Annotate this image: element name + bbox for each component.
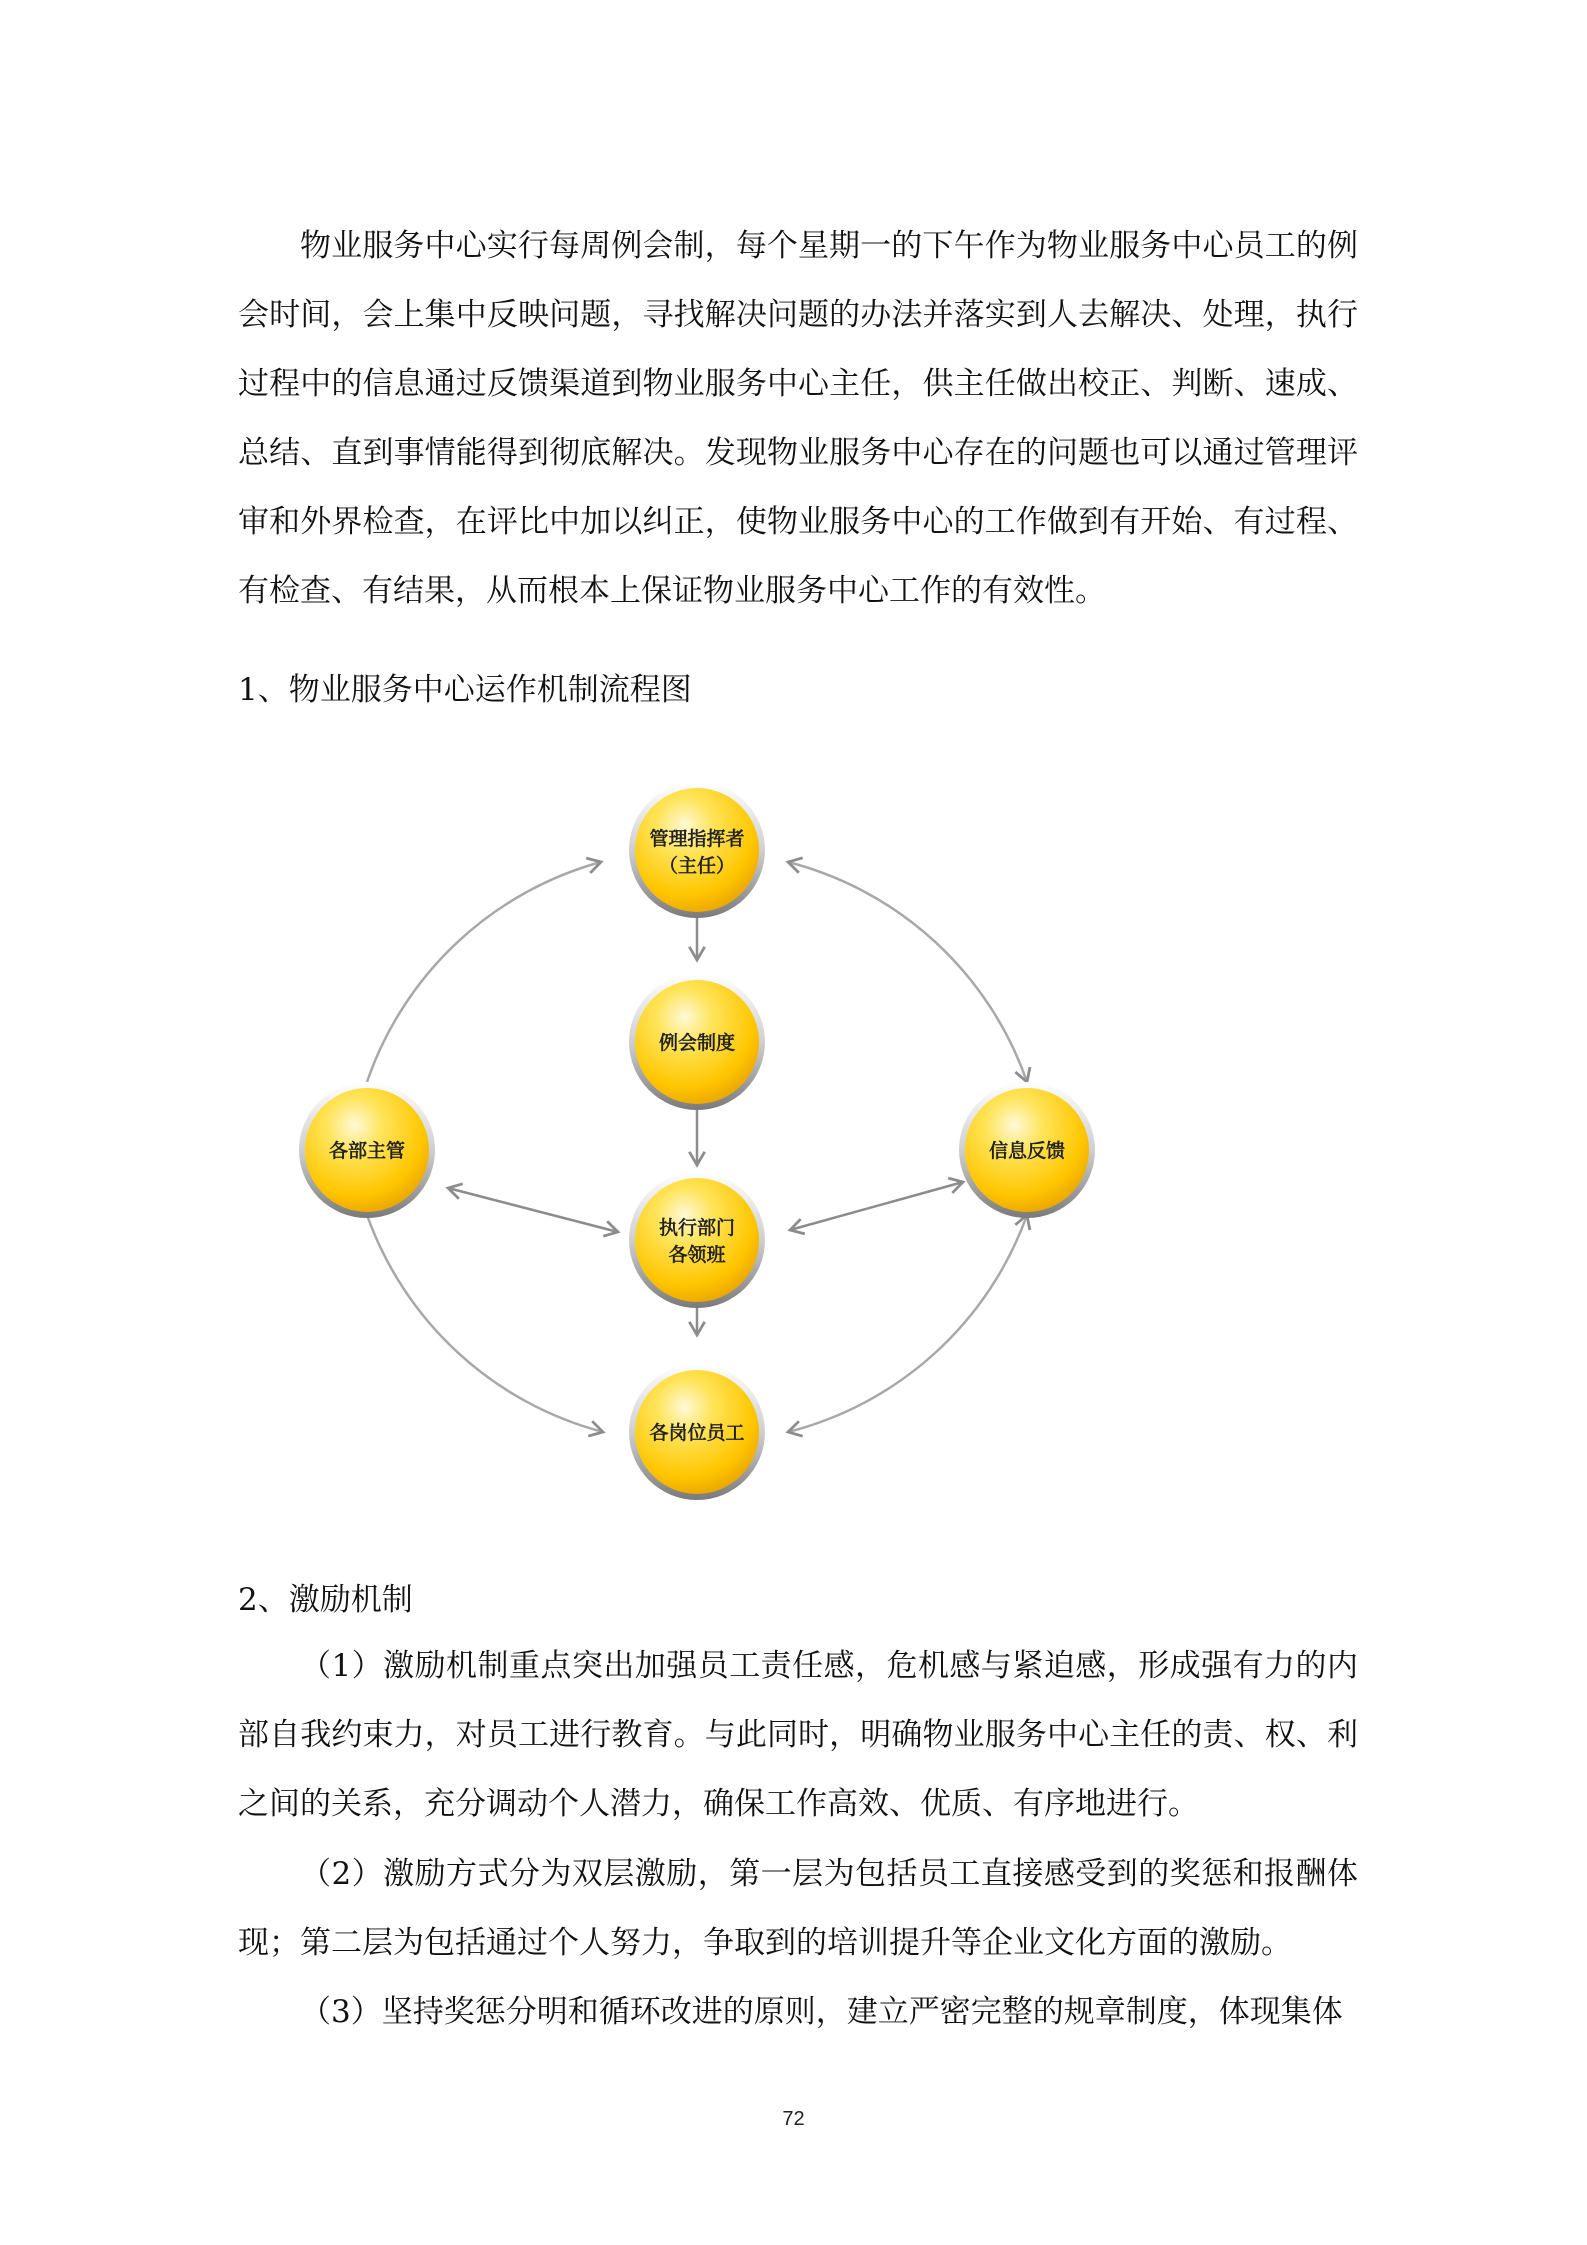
- node-exec-label-line2: 各领班: [668, 1244, 726, 1266]
- intro-paragraph: 物业服务中心实行每周例会制，每个星期一的下午作为物业服务中心员工的例会时间，会上集中反映问题，寻找解决问题的办法并落实到人去解决、处理，执行过程中的信息通过反馈渠道到物业服务中心主任，供主任做出校正、判断、速成、总结、直到事情能得到彻底解决。发现物业服务中心存在的问题也可以通过管理评审和外界检查，在评比中加以纠正，使物业服务中心的工作做到有开始、有过程、有检查、有结果，从而根本上保证物业服务中心工作的有效性。: [238, 228, 1358, 609]
- page-number: 72: [782, 2108, 805, 2130]
- incentive-item-2: （2）激励方式分为双层激励，第一层为包括员工直接感受到的奖惩和报酬体现；第二层为包括通过个人努力，争取到的培训提升等企业文化方面的激励。: [238, 1856, 1358, 1961]
- node-manager-label-line2: （主任）: [658, 855, 736, 877]
- flowchart-diagram: [0, 760, 1587, 1520]
- node-exec-label-line1: 执行部门: [658, 1217, 736, 1239]
- node-feedback: [959, 1082, 1095, 1218]
- node-manager-label-line1: 管理指挥者: [649, 828, 745, 850]
- section-heading-flowchart: 1、物业服务中心运作机制流程图: [238, 672, 692, 708]
- node-staff: [629, 1364, 765, 1500]
- node-meeting: [629, 974, 765, 1110]
- arc-manager-feedback: [788, 862, 1027, 1082]
- node-supervisors: [299, 1082, 435, 1218]
- node-supervisors-label: 各部主管: [328, 1140, 406, 1162]
- connector-supervisors-exec: [448, 1188, 618, 1232]
- section-heading-incentive: 2、激励机制: [238, 1582, 413, 1618]
- incentive-item-1: （1）激励机制重点突出加强员工责任感，危机感与紧迫感，形成强有力的内部自我约束力，对员工进行教育。与此同时，明确物业服务中心主任的责、权、利之间的关系，充分调动个人潜力，确保工作高效、优质、有序地进行。: [238, 1648, 1358, 1822]
- node-exec: [629, 1172, 765, 1308]
- arc-feedback-staff: [788, 1215, 1027, 1432]
- arc-supervisors-to-staff: [367, 1215, 603, 1432]
- node-meeting-label: 例会制度: [658, 1032, 736, 1054]
- incentive-item-3: （3）坚持奖惩分明和循环改进的原则，建立严密完整的规章制度，体现集体: [300, 1994, 1343, 2030]
- connector-exec-feedback: [790, 1182, 963, 1230]
- arc-supervisors-to-manager: [367, 862, 601, 1082]
- node-manager: [629, 782, 765, 918]
- node-feedback-label: 信息反馈: [988, 1140, 1066, 1162]
- node-staff-label: 各岗位员工: [649, 1422, 745, 1444]
